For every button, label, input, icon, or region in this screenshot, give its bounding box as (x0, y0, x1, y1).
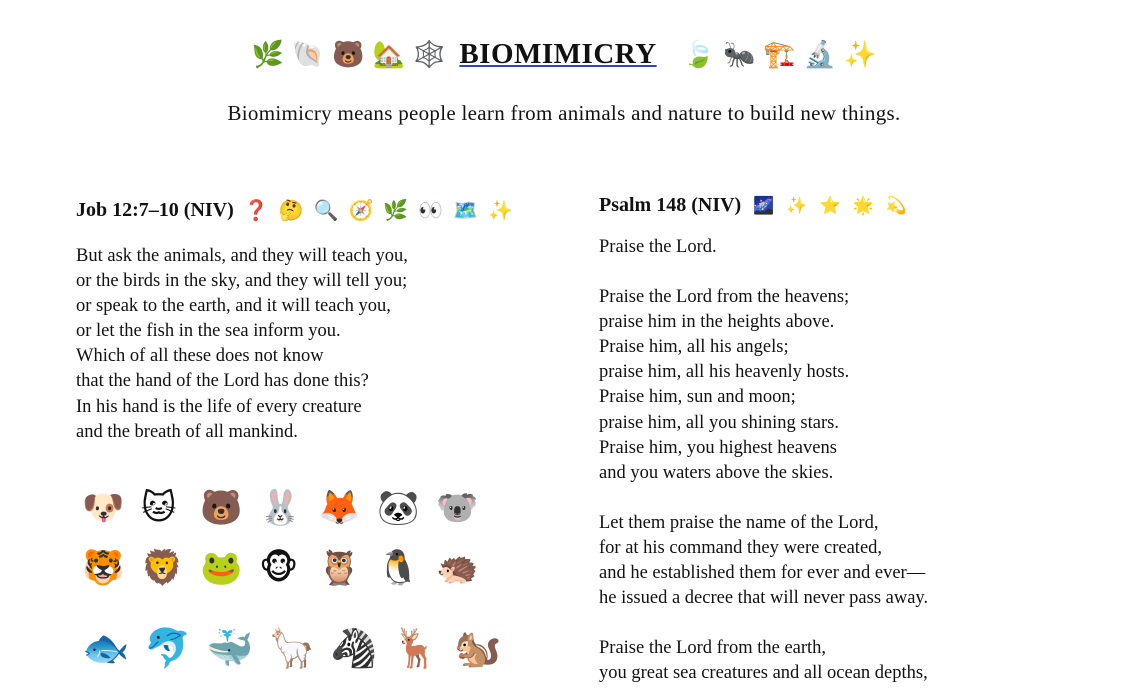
verse-line: Praise the Lord from the heavens; (599, 287, 850, 308)
milky-way-icon: 🌌 (753, 195, 775, 216)
eyes-icon: 👀 (418, 198, 444, 222)
dog-icon: 🐶 (82, 488, 125, 528)
page-title: BIOMIMICRY (459, 38, 657, 70)
verse-line: Praise him, you highest heavens (599, 437, 837, 458)
verse-line: praise him, all you shining stars. (599, 412, 839, 433)
llama-icon: 🦙 (268, 626, 316, 670)
penguin-icon: 🐧 (377, 548, 420, 588)
hedgehog-icon: 🦔 (436, 548, 479, 588)
verse-line: praise him, all his heavenly hosts. (599, 362, 850, 383)
fox-icon: 🦊 (318, 488, 361, 528)
verse-line: or speak to the earth, and it will teach you, (76, 296, 391, 317)
ant-icon: 🐜 (723, 39, 756, 70)
verse-line: But ask the animals, and they will teach you, (76, 246, 408, 266)
deer-icon: 🦌 (392, 626, 440, 670)
psalm-heading-text: Psalm 148 (NIV) (599, 194, 742, 216)
rabbit-icon: 🐰 (259, 488, 302, 528)
fish-icon: 🐟 (82, 626, 130, 670)
map-icon: 🗺️ (453, 198, 479, 222)
verse-line: Let them praise the name of the Lord, (599, 512, 879, 533)
verse-line: In his hand is the life of every creature (76, 396, 362, 417)
compass-icon: 🧭 (348, 198, 374, 222)
verse-line: Praise him, all his angels; (599, 337, 789, 358)
shell-icon: 🐚 (291, 39, 325, 70)
dizzy-star-icon: 💫 (885, 195, 908, 216)
psalm-heading (599, 194, 1099, 217)
animal-row-2 (82, 548, 495, 588)
sparkles-icon: ✨ (844, 39, 877, 70)
microscope-icon: 🔬 (803, 39, 837, 70)
verse-line: for at his command they were created, (599, 537, 883, 558)
verse-line: and he established them for ever and ever— (599, 563, 926, 584)
title-row (0, 38, 1128, 71)
dolphin-icon: 🐬 (144, 626, 192, 670)
herb-icon: 🌿 (383, 198, 409, 222)
zebra-icon: 🦓 (330, 626, 378, 670)
verse-line: that the hand of the Lord has done this? (76, 371, 369, 392)
bear-icon: 🐻 (332, 39, 365, 70)
bear-icon: 🐻 (200, 488, 243, 528)
whale-icon: 🐳 (206, 626, 254, 670)
star-icon: ⭐ (819, 195, 841, 216)
verse-line: Praise the Lord from the earth, (599, 638, 827, 659)
animal-row-3 (82, 626, 516, 671)
frog-icon: 🐸 (200, 548, 243, 588)
job-heading (76, 198, 546, 222)
glowing-star-icon: 🌟 (852, 195, 874, 216)
koala-icon: 🐨 (436, 488, 479, 528)
magnifier-icon: 🔍 (313, 198, 339, 222)
animal-row-1 (82, 488, 495, 528)
herb-icon: 🌿 (251, 39, 284, 70)
psalm-verse (599, 235, 1099, 686)
owl-icon: 🦉 (318, 548, 361, 588)
verse-line: and the breath of all mankind. (76, 421, 298, 442)
cat-icon: 🐱 (141, 488, 177, 528)
verse-line: he issued a decree that will never pass away. (599, 588, 929, 609)
verse-line: Praise him, sun and moon; (599, 387, 796, 408)
lion-icon: 🦁 (141, 548, 184, 588)
construction-icon: 🏗️ (763, 39, 796, 70)
verse-line: Which of all these does not know (76, 346, 324, 367)
sparkles-icon: ✨ (786, 195, 808, 216)
question-icon: ❓ (243, 198, 269, 222)
thinking-face-icon: 🤔 (278, 198, 304, 222)
monkey-icon: 🐵 (259, 548, 299, 588)
verse-line: and you waters above the skies. (599, 462, 834, 483)
squirrel-icon: 🐿️ (454, 626, 502, 670)
verse-line: you great sea creatures and all ocean depths, (599, 663, 928, 684)
verse-line: or let the fish in the sea inform you. (76, 321, 341, 342)
tiger-icon: 🐯 (82, 548, 125, 588)
page-subtitle: Biomimicry means people learn from animals and nature to build new things. (227, 101, 901, 125)
leaf-icon: 🍃 (682, 39, 716, 70)
job-verse (76, 244, 546, 445)
verse-line: or the birds in the sky, and they will tell you; (76, 271, 408, 292)
job-heading-text: Job 12:7–10 (NIV) (76, 198, 234, 221)
job-section (76, 198, 546, 445)
psalm-section (599, 194, 1099, 686)
sparkles-icon: ✨ (488, 198, 514, 222)
verse-line: Praise the Lord. (599, 237, 717, 257)
spider-web-icon: 🕸️ (412, 39, 446, 70)
verse-line: praise him in the heights above. (599, 312, 835, 333)
panda-icon: 🐼 (377, 488, 420, 528)
house-icon: 🏡 (372, 39, 405, 70)
